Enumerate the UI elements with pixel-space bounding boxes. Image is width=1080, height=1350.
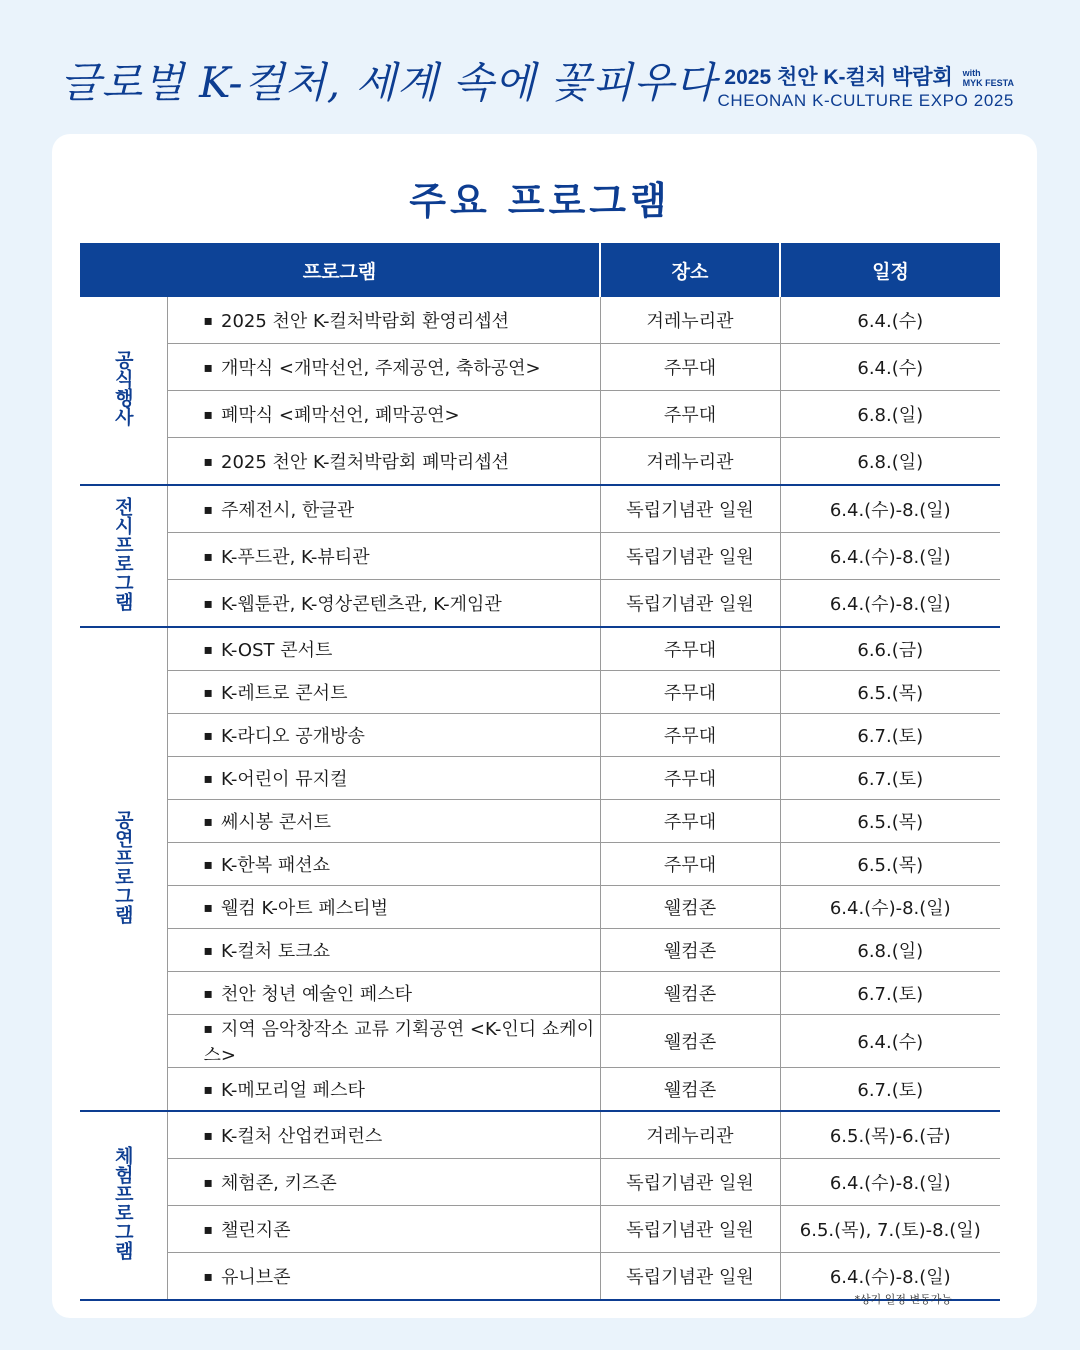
program-cell: ▪ 체험존, 키즈존 (167, 1159, 600, 1206)
table-row (80, 533, 1000, 580)
date-cell: 6.4.(수) (780, 297, 1000, 344)
date-cell: 6.4.(수)-8.(일) (780, 886, 1000, 929)
date-cell: 6.7.(토) (780, 714, 1000, 757)
table-header-row (80, 243, 1000, 297)
slogan: 글로벌 K-컬처, 세계 속에 꽃피우다 (60, 58, 717, 107)
table-row (80, 485, 1000, 533)
program-cell: ▪ 천안 청년 예술인 페스타 (167, 972, 600, 1015)
logo-with (963, 68, 1014, 88)
place-cell: 주무대 (600, 344, 780, 391)
date-cell: 6.5.(목), 7.(토)-8.(일) (780, 1206, 1000, 1253)
date-cell: 6.8.(일) (780, 438, 1000, 486)
program-cell: ▪ 쎄시봉 콘서트 (167, 800, 600, 843)
table-row (80, 1111, 1000, 1159)
category-label: 전시프로그램 (111, 496, 134, 611)
date-cell: 6.4.(수) (780, 1015, 1000, 1068)
date-cell: 6.4.(수)-8.(일) (780, 533, 1000, 580)
place-cell: 주무대 (600, 800, 780, 843)
place-cell: 겨레누리관 (600, 297, 780, 344)
place-cell: 주무대 (600, 391, 780, 438)
date-cell: 6.4.(수)-8.(일) (780, 580, 1000, 628)
expo-logo (718, 66, 1014, 112)
table-row (80, 391, 1000, 438)
date-cell: 6.7.(토) (780, 1068, 1000, 1112)
program-cell: ▪ 개막식 <개막선언, 주제공연, 축하공연> (167, 344, 600, 391)
program-cell: ▪ K-푸드관, K-뷰티관 (167, 533, 600, 580)
place-cell: 독립기념관 일원 (600, 533, 780, 580)
table-row (80, 886, 1000, 929)
date-cell: 6.4.(수)-8.(일) (780, 485, 1000, 533)
date-cell: 6.4.(수) (780, 344, 1000, 391)
logo-subtitle: CHEONAN K-CULTURE EXPO 2025 (717, 91, 1014, 110)
program-table (80, 243, 1000, 1301)
logo-with-text: with (962, 68, 981, 79)
date-cell: 6.5.(목) (780, 671, 1000, 714)
program-cell: ▪ 지역 음악창작소 교류 기획공연 <K-인디 쇼케이스> (167, 1015, 600, 1068)
place-cell: 주무대 (600, 843, 780, 886)
table-row (80, 627, 1000, 671)
date-cell: 6.4.(수)-8.(일) (780, 1253, 1000, 1301)
program-cell: ▪ K-OST 콘서트 (167, 627, 600, 671)
table-row (80, 757, 1000, 800)
table-row (80, 972, 1000, 1015)
place-cell: 주무대 (600, 757, 780, 800)
table-body (80, 297, 1000, 1300)
place-cell: 독립기념관 일원 (600, 1159, 780, 1206)
category-cell (80, 485, 167, 627)
header-place: 장소 (600, 243, 780, 297)
program-cell: ▪ K-컬처 산업컨퍼런스 (167, 1111, 600, 1159)
place-cell: 웰컴존 (600, 1068, 780, 1112)
category-cell (80, 297, 167, 485)
table-row (80, 438, 1000, 486)
place-cell: 독립기념관 일원 (600, 485, 780, 533)
header-program: 프로그램 (80, 243, 600, 297)
date-cell: 6.6.(금) (780, 627, 1000, 671)
place-cell: 주무대 (600, 671, 780, 714)
program-cell: ▪ K-어린이 뮤지컬 (167, 757, 600, 800)
table-row (80, 1159, 1000, 1206)
program-cell: ▪ 폐막식 <폐막선언, 폐막공연> (167, 391, 600, 438)
date-cell: 6.8.(일) (780, 929, 1000, 972)
program-cell: ▪ K-메모리얼 페스타 (167, 1068, 600, 1112)
category-label: 체험프로그램 (111, 1146, 134, 1260)
place-cell: 독립기념관 일원 (600, 580, 780, 628)
program-cell: ▪ 주제전시, 한글관 (167, 485, 600, 533)
table-row (80, 671, 1000, 714)
program-cell: ▪ K-레트로 콘서트 (167, 671, 600, 714)
logo-title: 2025 천안 K-컬처 박람회 (724, 66, 953, 89)
place-cell: 웰컴존 (600, 1015, 780, 1068)
header-date: 일정 (780, 243, 1000, 297)
date-cell: 6.5.(목) (780, 843, 1000, 886)
table-row (80, 929, 1000, 972)
date-cell: 6.4.(수)-8.(일) (780, 1159, 1000, 1206)
date-cell: 6.7.(토) (780, 757, 1000, 800)
table-row (80, 1015, 1000, 1068)
logo-with-sub: MYK FESTA (962, 78, 1014, 89)
program-cell: ▪ 챌린지존 (167, 1206, 600, 1253)
program-cell: ▪ K-웹툰관, K-영상콘텐츠관, K-게임관 (167, 580, 600, 628)
category-cell (80, 1111, 167, 1300)
table-row (80, 580, 1000, 628)
program-cell: ▪ 유니브존 (167, 1253, 600, 1301)
place-cell: 웰컴존 (600, 972, 780, 1015)
place-cell: 독립기념관 일원 (600, 1206, 780, 1253)
footnote: *상기 일정 변동가능 (854, 1293, 952, 1306)
table-row (80, 843, 1000, 886)
date-cell: 6.5.(목) (780, 800, 1000, 843)
table-row (80, 800, 1000, 843)
category-cell (80, 627, 167, 1111)
table-row (80, 714, 1000, 757)
place-cell: 독립기념관 일원 (600, 1253, 780, 1301)
table-row (80, 1206, 1000, 1253)
place-cell: 겨레누리관 (600, 1111, 780, 1159)
category-label: 공식행사 (111, 350, 134, 426)
program-cell: ▪ K-한복 패션쇼 (167, 843, 600, 886)
date-cell: 6.7.(토) (780, 972, 1000, 1015)
place-cell: 주무대 (600, 714, 780, 757)
table-row (80, 1068, 1000, 1112)
place-cell: 주무대 (600, 627, 780, 671)
place-cell: 겨레누리관 (600, 438, 780, 486)
program-cell: ▪ K-라디오 공개방송 (167, 714, 600, 757)
place-cell: 웰컴존 (600, 886, 780, 929)
category-label: 공연프로그램 (111, 809, 134, 924)
date-cell: 6.8.(일) (780, 391, 1000, 438)
program-cell: ▪ K-컬처 토크쇼 (167, 929, 600, 972)
page-title: 주요 프로그램 (409, 179, 671, 223)
table-row (80, 297, 1000, 344)
program-cell: ▪ 웰컴 K-아트 페스티벌 (167, 886, 600, 929)
program-cell: ▪ 2025 천안 K-컬처박람회 폐막리셉션 (167, 438, 600, 486)
program-cell: ▪ 2025 천안 K-컬처박람회 환영리셉션 (167, 297, 600, 344)
date-cell: 6.5.(목)-6.(금) (780, 1111, 1000, 1159)
place-cell: 웰컴존 (600, 929, 780, 972)
table-row (80, 344, 1000, 391)
